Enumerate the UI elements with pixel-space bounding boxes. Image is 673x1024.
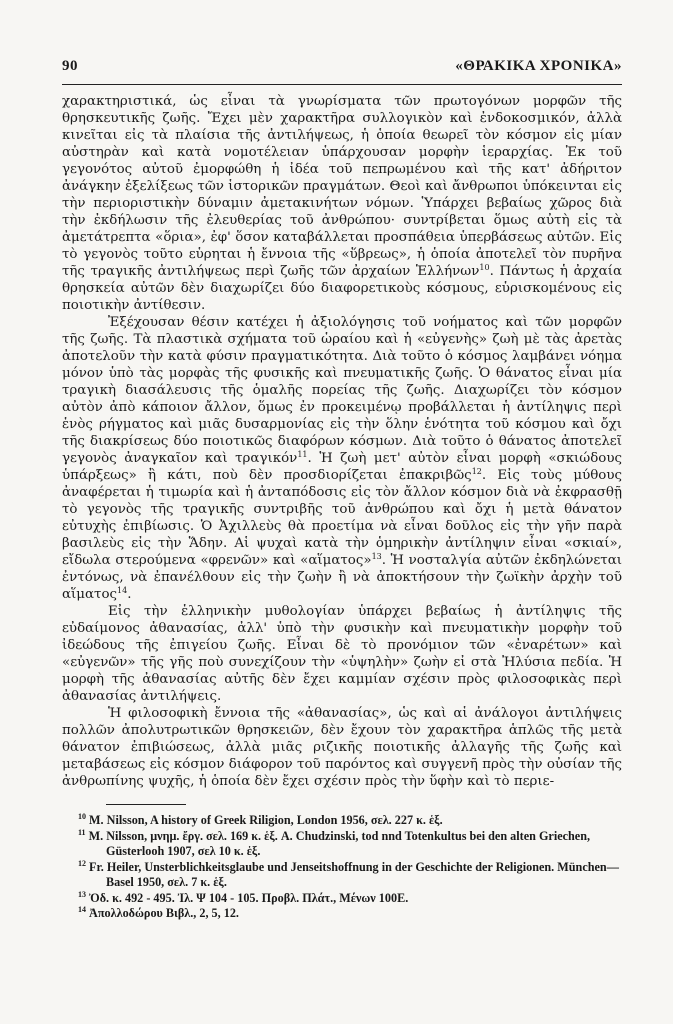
footnote-ref: 13 — [371, 552, 382, 561]
footnote-text: M. Nilsson, A history of Greek Riligion, London 1956, σελ. 227 κ. ἑξ. — [89, 813, 443, 827]
paragraph-2 — [62, 314, 622, 603]
footnote-ref: 12 — [471, 467, 482, 476]
footnotes — [62, 813, 622, 922]
footnote-number: 10 — [78, 812, 86, 821]
footnote — [62, 860, 622, 891]
footnote — [62, 891, 622, 907]
paragraph-1 — [62, 93, 622, 314]
paragraph-text: . — [127, 587, 132, 602]
book-page — [62, 58, 622, 922]
footnote-ref: 14 — [117, 586, 128, 595]
paragraph-4: Ἡ φιλοσοφικὴ ἔννοια τῆς «ἀθανασίας», ὡς καὶ αἱ ἀνάλογοι ἀντιλήψεις πολλῶν ἀπολυτρωτικῶν θρησκειῶν, δὲν ἔχουν τὸν χαρακτῆρα ἁπλῶς τῆς μετὰ θάνατον ἐπιβιώσεως, ἀλλὰ μιᾶς ριζικῆς ποιοτικῆς ἀλλαγῆς τῆς ζωῆς καὶ μεταβάσεως εἰς κόσμον διάφορον τοῦ παρόντος καὶ συγγενῆ πρὸς τὴν οὐσίαν τῆς ἀνθρωπίνης ψυχῆς, ἡ ὁποία δὲν ἔχει σχέσιν πρὸς τὴν ὕφὴν καὶ τὸ περιε- — [62, 706, 622, 789]
footnote-number: 11 — [78, 827, 86, 837]
footnote — [62, 906, 622, 922]
footnote — [62, 813, 622, 829]
page-header — [62, 58, 622, 80]
footnote-text: Ἀπολλοδώρου Βιβλ., 2, 5, 12. — [89, 906, 239, 920]
header-rule — [62, 84, 622, 85]
footnote-text: M. Nilsson, μνημ. ἔργ. σελ. 169 κ. ἑξ. A. Chudzinski, tod nnd Totenkultus bei den alten Griechen, Güsterlooh 1907, σελ 10 κ. ἑξ. — [88, 828, 591, 858]
paragraph-text: . Ἡ ζωὴ μετ' αὐτὸν εἶναι μορφὴ «σκιώδους ὑπάρξεως» ἢ κάτι, ποὺ δὲν προσδιορίζεται ἐπακριβῶς — [62, 451, 622, 483]
footnote — [62, 829, 622, 860]
body-text — [62, 93, 622, 790]
page-number: 90 — [62, 58, 78, 74]
footnote-number: 12 — [78, 858, 86, 868]
footnote-text: Ὀδ. κ. 492 - 495. Ἰλ. Ψ 104 - 105. Προβλ. Πλάτ., Μένων 100Ε. — [89, 890, 409, 905]
paragraph-text: . Πάντως ἡ ἀρχαία θρησκεία αὐτῶν δὲν διαχωρίζει δύο διαφορετικοὺς κόσμους, εὑρισκομένους εἰς ποιοτικὴν ἀντίθεσιν. — [62, 264, 622, 313]
paragraph-3: Εἰς τὴν ἑλληνικὴν μυθολογίαν ὑπάρχει βεβαίως ἡ ἀντίληψις τῆς εὐδαίμονος ἀθανασίας, ἀλλ' ὑπὸ τὴν φυσικὴν καὶ πνευματικὴν μορφὴν τοῦ ἰδεώδους τῆς ἐπιγείου ζωῆς. Εἶναι δὲ τὸ προνόμιον τῶν «ἐναρέτων» καὶ «εὐγενῶν» τῆς γῆς ποὺ συνεχίζουν τὴν «ὑψηλὴν» ζωὴν εἰ στὰ Ἠλύσια πεδία. Ἡ μορφὴ τῆς ἀθανασίας αὐτῆς δὲν ἔχει καμμίαν σχέσιν πρὸς φιλοσοφικὰς περὶ ἀθανασίας ἀντιλήψεις. — [62, 604, 622, 704]
running-title: «ΘΡΑΚΙΚΑ ΧΡΟΝΙΚΑ» — [455, 58, 622, 74]
paragraph-text: χαρακτηριστικά, ὡς εἶναι τὰ γνωρίσματα τῶν πρωτογόνων μορφῶν τῆς θρησκευτικῆς ζωῆς. Ἔχει μὲν χαρακτῆρα συλλογικὸν καὶ ἐνδοκοσμικόν, ἀλλὰ κινεῖται εἰς τὰ πλαίσια τῆς ἀντιλήψεως, ἡ ὁποία θεωρεῖ τὸν κόσμον εἰς μίαν αὐστηρὰν καὶ κατὰ νομοτέλειαν ὑπάρχουσαν μορφὴν ἱεραρχίας. Ἐκ τοῦ γεγονότος αὐτοῦ ἐμορφώθη ἡ ἰδέα τοῦ πεπρωμένου καὶ τῆς κατ' ἀδήριτον ἀνάγκην ἐξελίξεως τῶν ἱστορικῶν πραγμάτων. Θεοὶ καὶ ἄνθρωποι ὑπόκεινται εἰς τὴν περιοριστικὴν δύναμιν ἀμετακινήτων νόμων. Ὑπάρχει βεβαίως χῶρος διὰ τὴν ἐκδήλωσιν τῆς ἐλευθερίας τοῦ ἀνθρώπου· συντρίβεται ὅμως αὐτὴ εἰς τὰ ἀμετάτρεπτα «ὅρια», ἐφ' ὅσον καταβάλλεται προσπάθεια ὑπερβάσεως αὐτῶν. Εἰς τὸ γεγονὸς τοῦτο εὑρηται ἡ ἔννοια τῆς «ὕβρεως», ἡ ὁποία ἀποτελεῖ τὸν πυρῆνα τῆς τραγικῆς ἀντιλήψεως περὶ ζωῆς τῶν ἀρχαίων Ἑλλήνων — [62, 94, 622, 279]
footnote-ref: 10 — [479, 263, 490, 272]
footnote-text: Fr. Heiler, Unsterblichkeitsglaube und Jenseitshoffnung in der Geschichte der Religionen. München—Basel 1950, σελ. 7 κ. ἑξ. — [89, 859, 619, 889]
footnote-rule — [106, 804, 186, 805]
footnote-number: 14 — [78, 905, 86, 914]
paragraph-text: . Ἡ νοσταλγία αὐτῶν ἐκδηλώνεται ἐντόνως, νὰ ἐπανέλθουν εἰς τὴν ζωὴν ἢ νὰ ἀποκτήσουν τὴν ζωϊκὴν ἀρχὴν τοῦ αἵματος — [62, 553, 622, 602]
footnote-number: 13 — [78, 889, 86, 899]
paragraph-text: Ἐξέχουσαν θέσιν κατέχει ἡ ἀξιολόγησις τοῦ νοήματος καὶ τῶν μορφῶν τῆς ζωῆς. Τὰ πλαστικὰ σχήματα τοῦ ὡραίου καὶ ἡ «εὐγενὴς» ζωὴ μὲ τὰς ἀρετὰς ἀποτελοῦν τὴν κατὰ φύσιν πραγματικότητα. Διὰ τοῦτο ὁ κόσμος λαμβάνει νόημα μόνον ὑπὸ τὰς μορφὰς τῆς φυσικῆς καὶ πνευματικῆς ζωῆς. Ὁ θάνατος εἶναι μία τραγικὴ διασάλευσις τῆς ὁμαλῆς πορείας τῆς ζωῆς. Διαχωρίζει τὸν κόσμον αὐτὸν ἀπὸ κάποιον ἄλλον, ὅμως ἐν προκειμένῳ προβάλλεται ἡ ἀντίληψις περὶ ἑνὸς ρήγματος καὶ μιᾶς δυσαρμονίας εἰς τὴν ὅλην ἑνότητα τοῦ κόσμου καὶ ὄχι τῆς διακρίσεως δύο ποιοτικῶς διαφόρων κόσμων. Διὰ τοῦτο ὁ θάνατος ἀποτελεῖ γεγονὸς ἀναγκαῖον καὶ τραγικόν — [62, 315, 622, 466]
footnote-ref: 11 — [297, 450, 308, 459]
paragraph-text: . Εἰς τοὺς μύθους ἀναφέρεται ἡ τιμωρία καὶ ἡ ἀνταπόδοσις εἰς τὸν ἄλλον κόσμον διὰ νὰ ἐκφρασθῇ τὸ γεγονὸς τῆς τραγικῆς συντριβῆς τοῦ ἀνθρώπου καὶ ὄχι ἡ μετὰ θάνατον εὐτυχὴς ἐπιβίωσις. Ὁ Ἀχιλλεὺς θὰ προετίμα νὰ εἶναι δοῦλος εἰς τὴν γῆν παρὰ βασιλεὺς εἰς τὴν Ἅδην. Αἱ ψυχαὶ κατὰ τὴν ὁμηρικὴν ἀντίληψιν εἶναι «σκιαί», εἴδωλα στερούμενα «φρενῶν» καὶ «αἵματος» — [62, 468, 622, 568]
